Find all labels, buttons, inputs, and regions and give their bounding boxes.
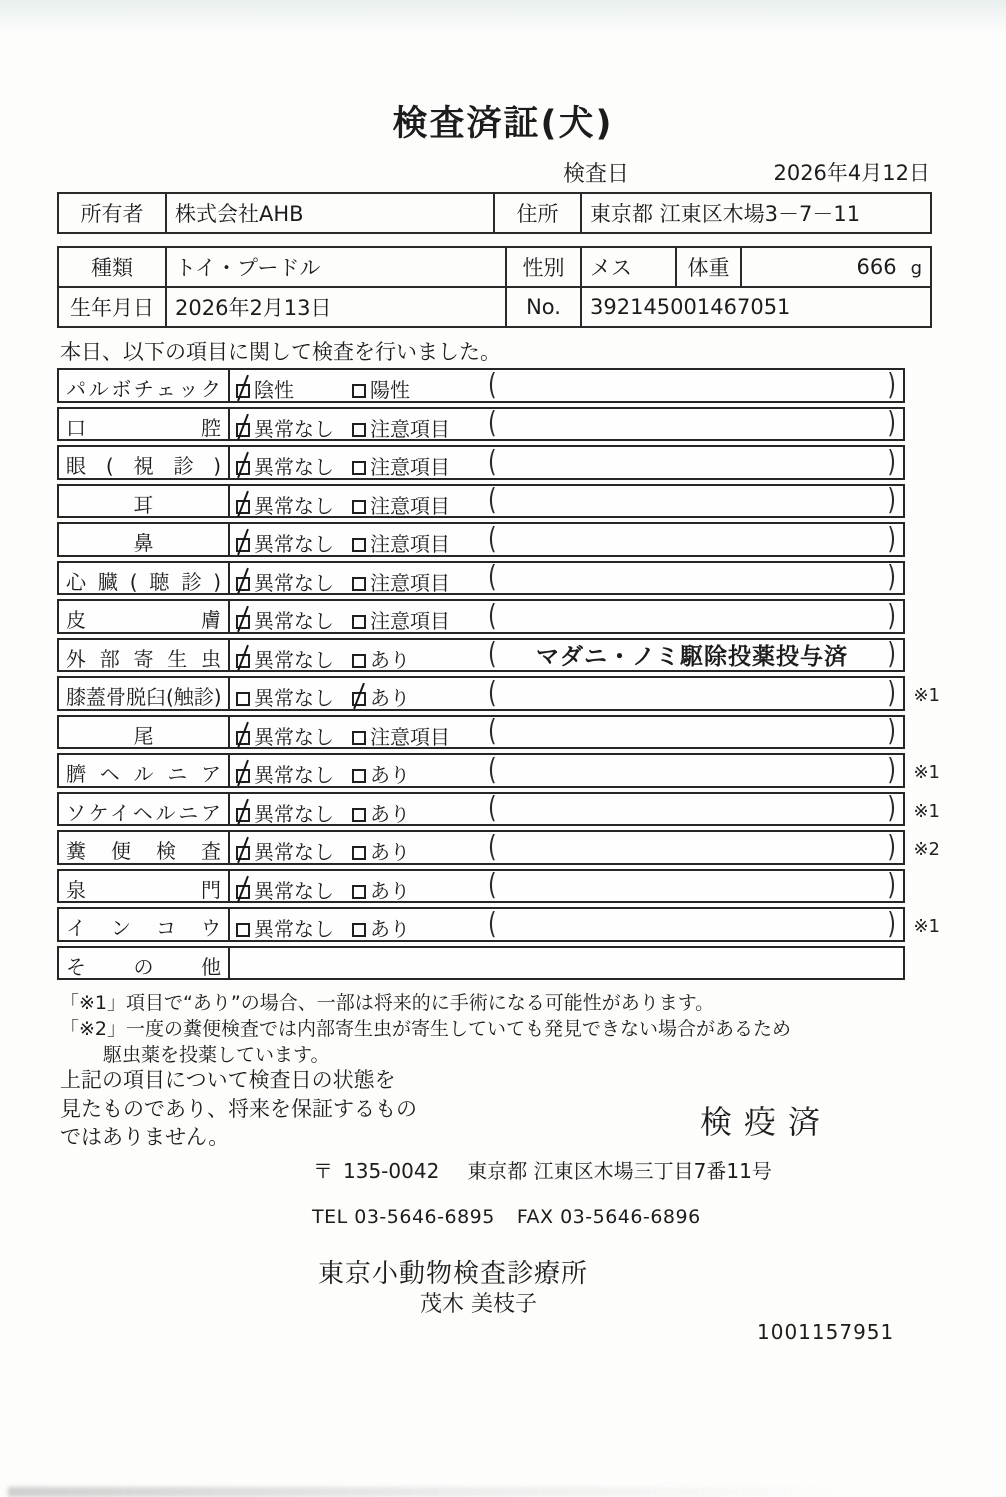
checklist-row-options [230, 370, 903, 401]
checklist-row [57, 407, 905, 442]
option-label: 注意項目 [370, 609, 450, 633]
sex-value: メス [581, 247, 676, 287]
option-positive [352, 413, 450, 442]
paren-close: ) [887, 599, 896, 634]
checklist-row [57, 946, 905, 981]
postal-mark-icon: 〒 [313, 1159, 333, 1183]
paren-close: ) [887, 714, 896, 749]
option-positive [352, 567, 450, 596]
checklist-table [57, 368, 940, 984]
checkbox-icon [236, 692, 250, 706]
breed-value: トイ・プードル [166, 247, 506, 287]
option-negative [236, 374, 294, 403]
checkbox-checked-icon [236, 423, 250, 437]
paren-close: ) [887, 868, 896, 903]
checkbox-checked-icon [236, 615, 250, 629]
remarks-text: マダニ・ノミ駆除投薬投与済 [536, 644, 848, 671]
checkbox-icon [352, 577, 366, 591]
no-label: No. [506, 287, 581, 327]
paren-open: ( [488, 406, 497, 441]
paren-close: ) [887, 676, 896, 711]
checklist-row-label: 心臓(聴診) [59, 563, 230, 594]
owner-value: 株式会社AHB [166, 193, 494, 233]
checklist-row [57, 830, 940, 865]
checkbox-icon [352, 923, 366, 937]
remarks-field [488, 755, 896, 786]
checklist-row-options [230, 948, 903, 979]
checklist-row-label: 鼻 [59, 524, 230, 555]
remarks-field [488, 560, 896, 595]
remarks-field [488, 791, 896, 826]
checklist-row [57, 638, 905, 673]
paren-close: ) [887, 406, 896, 441]
checklist-row-options [230, 755, 903, 786]
disclaimer-line-2: 見たものであり、将来を保証するもの [60, 1096, 417, 1121]
checkbox-icon [352, 423, 366, 437]
checklist-row-label: 耳 [59, 486, 230, 517]
option-positive [352, 836, 410, 865]
checklist-row [57, 907, 940, 942]
option-label: 異常なし [254, 532, 334, 556]
checklist-row-label: 糞便検査 [59, 832, 230, 863]
option-positive [352, 605, 450, 634]
disclaimer-line-3: ではありません。 [60, 1125, 230, 1149]
option-label: 異常なし [254, 724, 334, 749]
footnote-1: 「※1」項目で“あり”の場合、一部は将来的に手術になる可能性があります。 [60, 992, 715, 1014]
option-label: あり [370, 801, 410, 826]
checkbox-icon [236, 923, 250, 937]
no-value: 392145001467051 [581, 287, 931, 327]
intro-text: 本日、以下の項目に関して検査を行いました。 [60, 340, 501, 364]
checklist-row [57, 869, 905, 904]
owner-label: 所有者 [58, 193, 166, 233]
inspection-date-label: 検査日 [563, 162, 630, 187]
clinic-tel: TEL 03-5646-6895 [312, 1206, 495, 1228]
note-badge: ※1 [913, 685, 940, 706]
breed-label: 種類 [58, 247, 166, 287]
option-label: あり [370, 917, 410, 941]
weight-label: 体重 [676, 247, 741, 287]
paren-close: ) [887, 637, 896, 672]
option-label: あり [370, 686, 410, 710]
checklist-row-options [230, 560, 903, 595]
checkbox-checked-icon [236, 654, 250, 668]
paren-close: ) [887, 368, 896, 403]
option-negative [236, 798, 334, 827]
option-label: 注意項目 [370, 532, 450, 556]
checklist-row-options [230, 832, 903, 863]
checklist-row-label: 口腔 [59, 409, 230, 440]
disclaimer-line-1: 上記の項目について検査日の状態を [60, 1068, 396, 1092]
paren-open: ( [488, 637, 497, 672]
option-positive [352, 490, 450, 519]
checklist-row-options [230, 524, 903, 555]
option-positive [352, 374, 410, 403]
paren-close: ) [887, 830, 896, 865]
checklist-row-label: ソケイヘルニア [59, 794, 230, 825]
option-label: 陰性 [254, 378, 294, 402]
checklist-row [57, 599, 905, 634]
option-positive [352, 875, 410, 904]
paren-open: ( [488, 830, 497, 865]
option-label: 異常なし [254, 763, 334, 787]
checklist-row-label: 尾 [59, 717, 230, 748]
checkbox-icon [352, 731, 366, 745]
clinic-fax: FAX 03-5646-6896 [516, 1206, 701, 1228]
option-label: 注意項目 [370, 493, 450, 518]
checklist-row-label: 臍ヘルニア [59, 755, 230, 786]
checkbox-checked-icon [236, 846, 250, 860]
clinic-name: 東京小動物検査診療所 [318, 1259, 589, 1289]
checklist-row-options [230, 406, 903, 441]
remarks-field [488, 714, 896, 749]
option-negative [236, 605, 334, 634]
option-label: あり [370, 647, 410, 672]
option-positive [352, 913, 410, 942]
paren-open: ( [488, 483, 497, 518]
scan-artifact-top [0, 0, 1006, 34]
option-positive [352, 682, 410, 711]
checkbox-icon [352, 615, 366, 629]
quarantine-stamp: 検疫済 [700, 1103, 833, 1141]
checklist-row-options [230, 637, 903, 672]
clinic-telfax-line [312, 1206, 701, 1228]
remarks-field [488, 447, 896, 478]
checklist-row [57, 484, 905, 519]
checkbox-checked-icon [236, 731, 250, 745]
checklist-row-label: 泉門 [59, 871, 230, 902]
option-label: 異常なし [254, 609, 334, 633]
checkbox-icon [352, 846, 366, 860]
checklist-row [57, 445, 905, 480]
checklist-row-label: その他 [59, 948, 230, 979]
weight-unit: g [910, 258, 922, 279]
paren-open: ( [488, 791, 497, 826]
option-label: 異常なし [254, 570, 334, 595]
checkbox-checked-icon [236, 538, 250, 552]
option-label: あり [370, 878, 410, 903]
checklist-row-options [230, 791, 903, 826]
paren-open: ( [488, 599, 497, 634]
checklist-row-options [230, 714, 903, 749]
checkbox-icon [352, 500, 366, 514]
option-label: 注意項目 [370, 724, 450, 749]
option-label: 異常なし [254, 917, 334, 941]
clinic-address: 東京都 江東区木場三丁目7番11号 [467, 1159, 772, 1183]
checklist-row [57, 561, 905, 596]
checklist-row-options [230, 483, 903, 518]
paren-open: ( [488, 445, 497, 480]
checkbox-checked-icon [236, 885, 250, 899]
option-label: 異常なし [254, 801, 334, 826]
footnote-2-continued: 駆虫薬を投薬しています。 [103, 1044, 330, 1066]
option-negative [236, 721, 334, 750]
birth-label: 生年月日 [58, 287, 166, 327]
option-label: 異常なし [254, 493, 334, 518]
checklist-row-label: パルボチェック [59, 370, 230, 401]
option-label: 陽性 [370, 378, 410, 402]
birth-value: 2026年2月13日 [166, 287, 506, 327]
checklist-row [57, 715, 905, 750]
option-negative [236, 836, 334, 865]
option-positive [352, 528, 450, 557]
option-label: あり [370, 840, 410, 864]
remarks-field [488, 832, 896, 863]
scan-artifact-bottom [8, 1487, 848, 1497]
option-label: あり [370, 763, 410, 787]
checklist-row-options [230, 678, 903, 709]
option-label: 異常なし [254, 455, 334, 479]
note-badge: ※1 [913, 800, 940, 822]
checkbox-icon [352, 538, 366, 552]
paren-close: ) [887, 445, 896, 480]
checklist-row-options [230, 601, 903, 632]
paren-close: ) [887, 522, 896, 557]
remarks-field [488, 483, 896, 518]
paren-open: ( [488, 907, 497, 942]
checkbox-icon [352, 461, 366, 475]
option-label: 注意項目 [370, 455, 450, 479]
remarks-field [488, 909, 896, 940]
checkbox-checked-icon [236, 577, 250, 591]
paren-open: ( [488, 868, 497, 903]
remarks-field [488, 637, 896, 672]
option-label: 注意項目 [370, 416, 450, 441]
paren-open: ( [488, 714, 497, 749]
paren-close: ) [887, 791, 896, 826]
option-negative [236, 644, 334, 673]
checklist-row [57, 753, 940, 788]
option-label: 異常なし [254, 878, 334, 903]
paren-open: ( [488, 560, 497, 595]
option-negative [236, 451, 334, 480]
inspection-date-value: 2026年4月12日 [773, 161, 930, 185]
option-positive [352, 451, 450, 480]
checkbox-checked-icon [236, 384, 250, 398]
disclaimer-text [60, 1066, 417, 1152]
checklist-row-options [230, 868, 903, 903]
checklist-row-label: 皮膚 [59, 601, 230, 632]
checkbox-icon [352, 769, 366, 783]
checkbox-checked-icon [236, 769, 250, 783]
sex-label: 性別 [506, 247, 581, 287]
option-positive [352, 721, 450, 750]
option-label: 注意項目 [370, 570, 450, 595]
paren-open: ( [488, 368, 497, 403]
paren-close: ) [887, 753, 896, 788]
paren-open: ( [488, 753, 497, 788]
checkbox-icon [352, 384, 366, 398]
checklist-row-label: インコウ [59, 909, 230, 940]
checklist-row [57, 522, 905, 557]
checklist-row-label: 膝蓋骨脱臼(触診) [59, 678, 230, 709]
option-negative [236, 913, 334, 942]
paren-open: ( [488, 676, 497, 711]
checkbox-checked-icon [352, 692, 366, 706]
option-negative [236, 875, 334, 904]
option-positive [352, 798, 410, 827]
address-value: 東京都 江東区木場3－7－11 [581, 193, 931, 233]
option-negative [236, 528, 334, 557]
note-badge: ※1 [913, 916, 940, 937]
checklist-row-options [230, 909, 903, 940]
option-negative [236, 413, 334, 442]
remarks-field [488, 524, 896, 555]
remarks-field [488, 868, 896, 903]
paren-open: ( [488, 522, 497, 557]
option-positive [352, 644, 410, 673]
document-title: 検査済証(犬) [392, 104, 614, 144]
animal-info-table [57, 246, 932, 328]
checkbox-icon [352, 885, 366, 899]
owner-table [57, 192, 932, 234]
checkbox-checked-icon [236, 461, 250, 475]
paren-close: ) [887, 907, 896, 942]
option-negative [236, 567, 334, 596]
weight-value [741, 247, 931, 287]
note-badge: ※1 [913, 762, 940, 783]
option-negative [236, 682, 334, 711]
clinic-representative: 茂木 美枝子 [420, 1292, 537, 1317]
option-label: 異常なし [254, 416, 334, 441]
option-negative [236, 759, 334, 788]
checkbox-icon [352, 654, 366, 668]
checklist-row-options [230, 447, 903, 478]
note-badge: ※2 [913, 839, 940, 860]
remarks-field [488, 370, 896, 401]
document-serial-number: 1001157951 [757, 1320, 895, 1344]
paren-close: ) [887, 483, 896, 518]
checkbox-checked-icon [236, 808, 250, 822]
paren-close: ) [887, 560, 896, 595]
clinic-postal-line [313, 1155, 772, 1184]
option-positive [352, 759, 410, 788]
checklist-row [57, 368, 905, 403]
address-label: 住所 [494, 193, 581, 233]
remarks-field [488, 678, 896, 709]
option-label: 異常なし [254, 840, 334, 864]
weight-number: 666 [856, 255, 897, 279]
checklist-row [57, 791, 940, 827]
option-label: 異常なし [254, 686, 334, 710]
footnote-2: 「※2」一度の糞便検査では内部寄生虫が寄生していても発見できない場合があるため [60, 1018, 792, 1040]
checkbox-checked-icon [236, 500, 250, 514]
checklist-row-label: 眼(視診) [59, 447, 230, 478]
postal-code: 135-0042 [343, 1159, 440, 1183]
remarks-field [488, 406, 896, 441]
option-label: 異常なし [254, 647, 334, 672]
checklist-row-label: 外部寄生虫 [59, 640, 230, 671]
checklist-row [57, 676, 940, 711]
option-negative [236, 490, 334, 519]
remarks-field [488, 601, 896, 632]
checkbox-icon [352, 808, 366, 822]
